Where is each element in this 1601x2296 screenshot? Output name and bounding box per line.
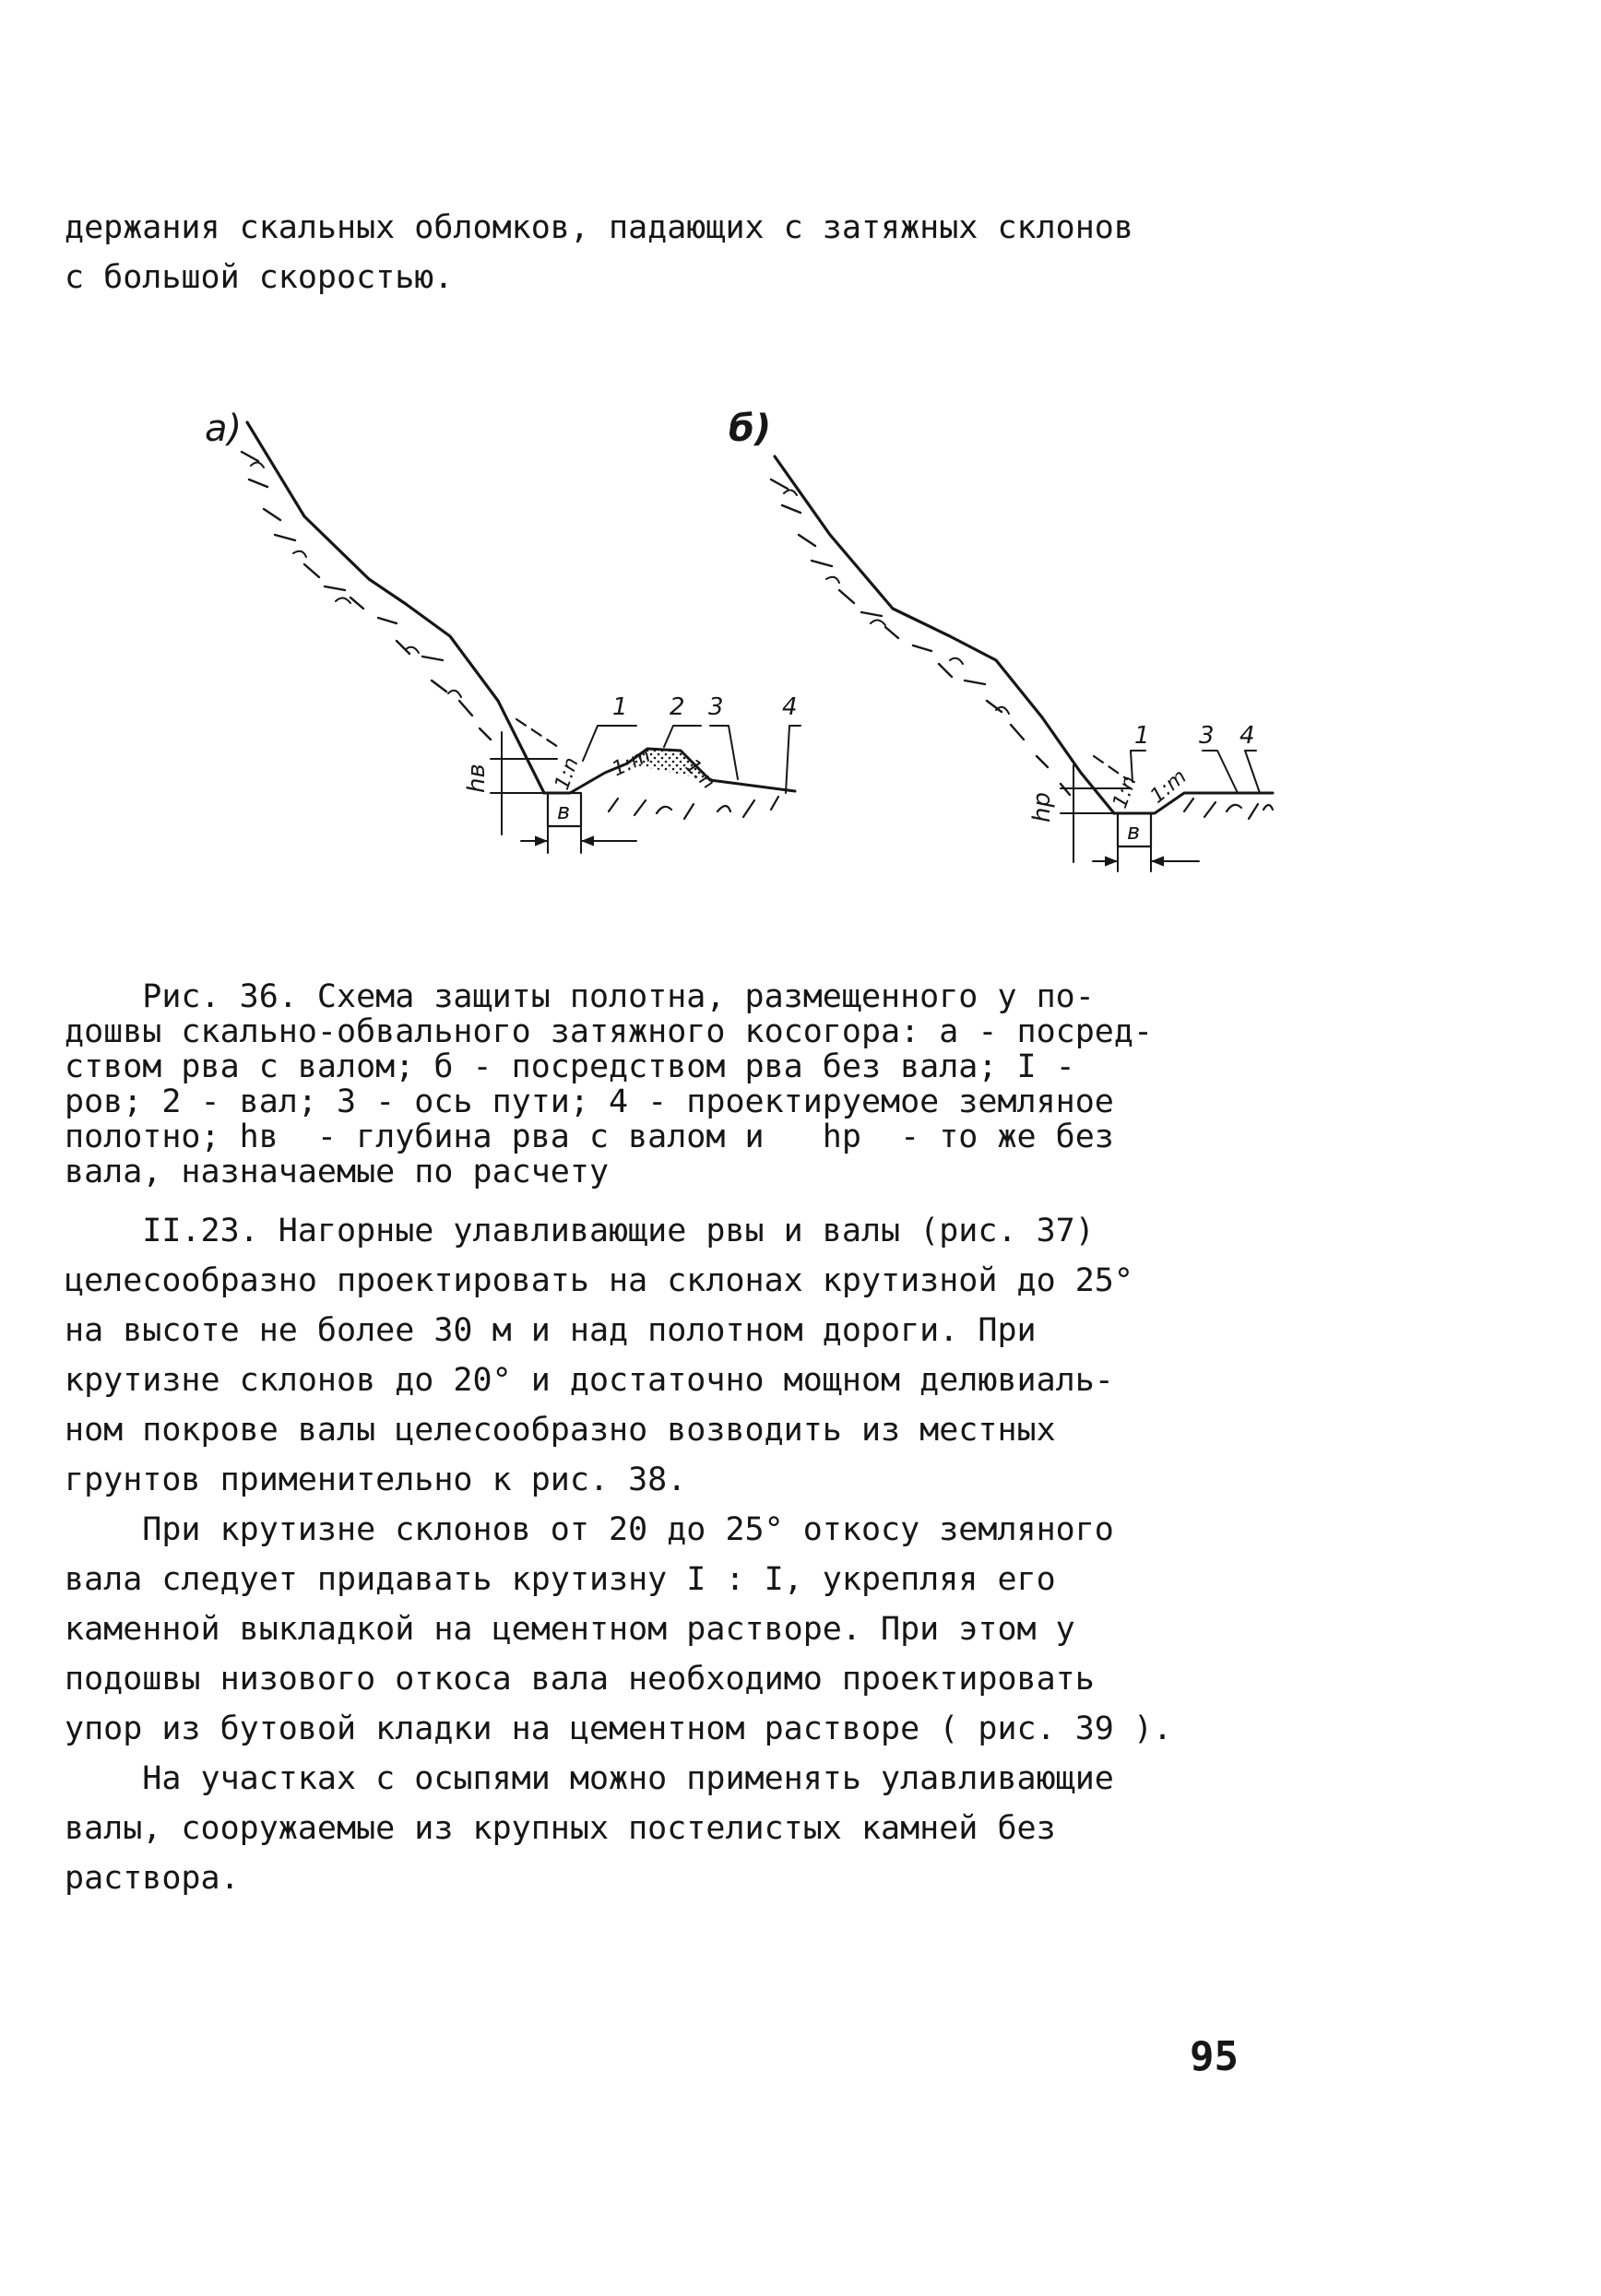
caption-line: ров; 2 - вал; 3 - ось пути; 4 - проектируемое земляное (65, 1083, 1114, 1120)
body-line: ном покрове валы целесообразно возводить из местных (65, 1412, 1056, 1449)
panel-a-slope-3: 1:n (680, 754, 720, 795)
body-line: грунтов применительно к рис. 38. (65, 1462, 687, 1498)
panel-a-label: а) (205, 408, 243, 450)
body-line: На участках с осыпями можно применять улавливающие (65, 1760, 1114, 1797)
panel-a-label-4: 4 (782, 693, 798, 721)
caption-line: Рис. 36. Схема защиты полотна, размещенного у по- (65, 978, 1095, 1015)
body-line: подошвы низового откоса вала необходимо проектировать (65, 1661, 1095, 1698)
text-line-2: с большой скоростью. (65, 259, 454, 296)
body-line: валы, сооружаемые из крупных постелистых камней без (65, 1810, 1056, 1847)
panel-b-width-label: в (1127, 819, 1141, 845)
panel-b-label-3: 3 (1199, 722, 1215, 750)
caption-line: дошвы скально-обвального затяжного косогора: а - посред- (65, 1013, 1154, 1050)
panel-b-label-4: 4 (1239, 722, 1255, 750)
panel-a-slope-1: 1:n (551, 754, 584, 794)
panel-a-label-2: 2 (670, 693, 685, 721)
text-line-1: держания скальных обломков, падающих с затяжных склонов (65, 209, 1133, 246)
caption-line: полотно; hв - глубина рва с валом и hр - то же без (65, 1118, 1114, 1155)
panel-a-width-label: в (557, 799, 571, 824)
caption-line: вала, назначаемые по расчету (65, 1154, 610, 1190)
panel-b-depth-label: hр (1028, 792, 1056, 823)
body-line: раствора. (65, 1860, 240, 1897)
panel-a-label-1: 1 (612, 693, 628, 721)
panel-a-slope-2: 1:m (608, 743, 655, 782)
body-line: каменной выкладкой на цементном растворе. При этом у (65, 1611, 1075, 1648)
page-number: 95 (1190, 2033, 1239, 2080)
panel-a (205, 408, 800, 853)
panel-b-slope-1: 1:n (1109, 773, 1142, 812)
body-line: целесообразно проектировать на склонах крутизной до 25° (65, 1262, 1133, 1299)
body-line: вала следует придавать крутизну I : I, укрепляя его (65, 1561, 1056, 1598)
panel-a-depth-label: hв (463, 763, 491, 793)
panel-b (729, 408, 1273, 871)
caption-line: ством рва с валом; б - посредством рва без вала; I - (65, 1048, 1075, 1085)
panel-b-label-1: 1 (1134, 722, 1150, 750)
panel-b-label: б) (729, 408, 772, 450)
panel-a-label-3: 3 (708, 693, 724, 721)
panel-b-slope-2: 1:m (1145, 764, 1192, 809)
body-line: упор из бутовой кладки на цементном растворе ( рис. 39 ). (65, 1710, 1173, 1747)
body-line: на высоте не более 30 м и над полотном дороги. При (65, 1312, 1037, 1349)
body-line: крутизне склонов до 20° и достаточно мощном делювиаль- (65, 1362, 1114, 1399)
body-line: При крутизне склонов от 20 до 25° откосу земляного (65, 1511, 1114, 1548)
body-line: II.23. Нагорные улавливающие рвы и валы (рис. 37) (65, 1213, 1095, 1249)
